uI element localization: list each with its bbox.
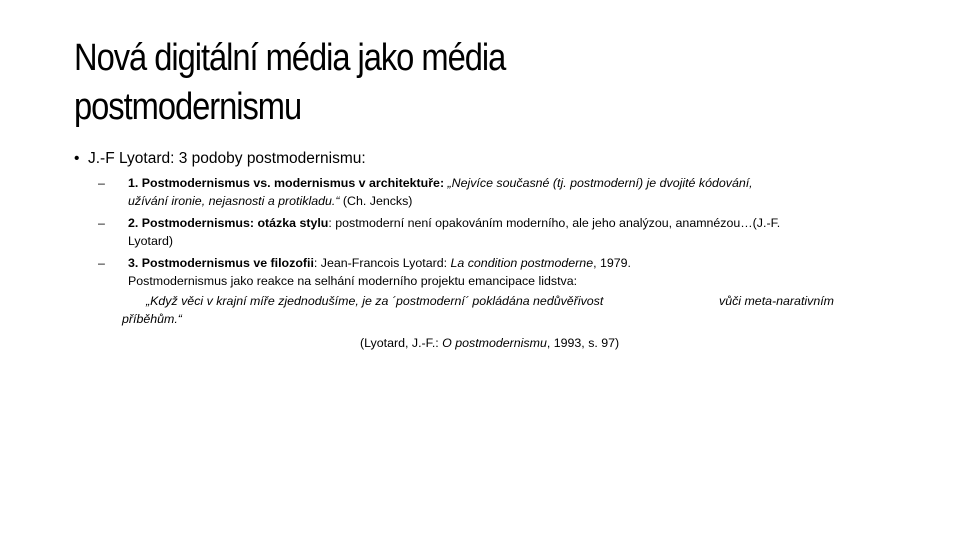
dash-marker-1: – xyxy=(98,176,105,190)
citation-book: O postmodernismu xyxy=(442,336,547,350)
item-3-line-1 xyxy=(128,254,631,272)
title-line-1: Nová digitální média jako média xyxy=(74,37,506,79)
item-1-source: (Ch. Jencks) xyxy=(339,194,413,208)
item-2-line-2: Lyotard) xyxy=(128,234,173,248)
item-3-lead: 3. Postmodernismus ve filozofii xyxy=(128,256,314,270)
citation-suffix: , 1993, s. 97) xyxy=(546,336,620,350)
dash-marker-3: – xyxy=(98,256,105,270)
item-2-rest-line-1: : postmoderní není opakováním moderního, ale jeho analýzou, anamnézou…(J.-F. xyxy=(328,216,781,230)
item-2-lead: 2. Postmodernismus: otázka stylu xyxy=(128,216,329,230)
item-3-citation xyxy=(360,334,619,352)
item-1-quote-line-1: „Nejvíce současné (tj. postmoderní) je dvojité kódování, xyxy=(444,176,753,190)
citation-prefix: (Lyotard, J.-F.: xyxy=(360,336,443,350)
main-bullet xyxy=(74,149,366,169)
bullet-marker: • xyxy=(74,150,80,167)
item-3-rest-a: : Jean-Francois Lyotard: xyxy=(313,256,451,270)
item-1-line-2 xyxy=(128,192,412,210)
item-3-line-2: Postmodernismus jako reakce na selhání moderního projektu emancipace lidstva: xyxy=(128,274,578,288)
item-3-quote-part-1: „Když věci v krajní míře zjednodušíme, je za ´postmoderní´ pokládána nedůvěřivost xyxy=(146,294,604,308)
item-3-quote-end: příběhům.“ xyxy=(122,312,182,326)
item-1-line-1 xyxy=(128,174,753,192)
item-2-line-1 xyxy=(128,214,780,232)
item-3-quote-part-2: vůči meta-narativním xyxy=(719,294,834,308)
dash-marker-2: – xyxy=(98,216,105,230)
item-3-rest-b: , 1979. xyxy=(593,256,631,270)
title-line-2: postmodernismu xyxy=(74,86,302,128)
slide-title xyxy=(74,34,779,132)
item-1-lead: 1. Postmodernismus vs. modernismus v architektuře: xyxy=(128,176,445,190)
item-3-book: La condition postmoderne xyxy=(450,256,594,270)
main-bullet-text: J.-F Lyotard: 3 podoby postmodernismu: xyxy=(88,150,366,167)
item-1-quote-line-2: užívání ironie, nejasnosti a protikladu.“ xyxy=(128,194,340,208)
